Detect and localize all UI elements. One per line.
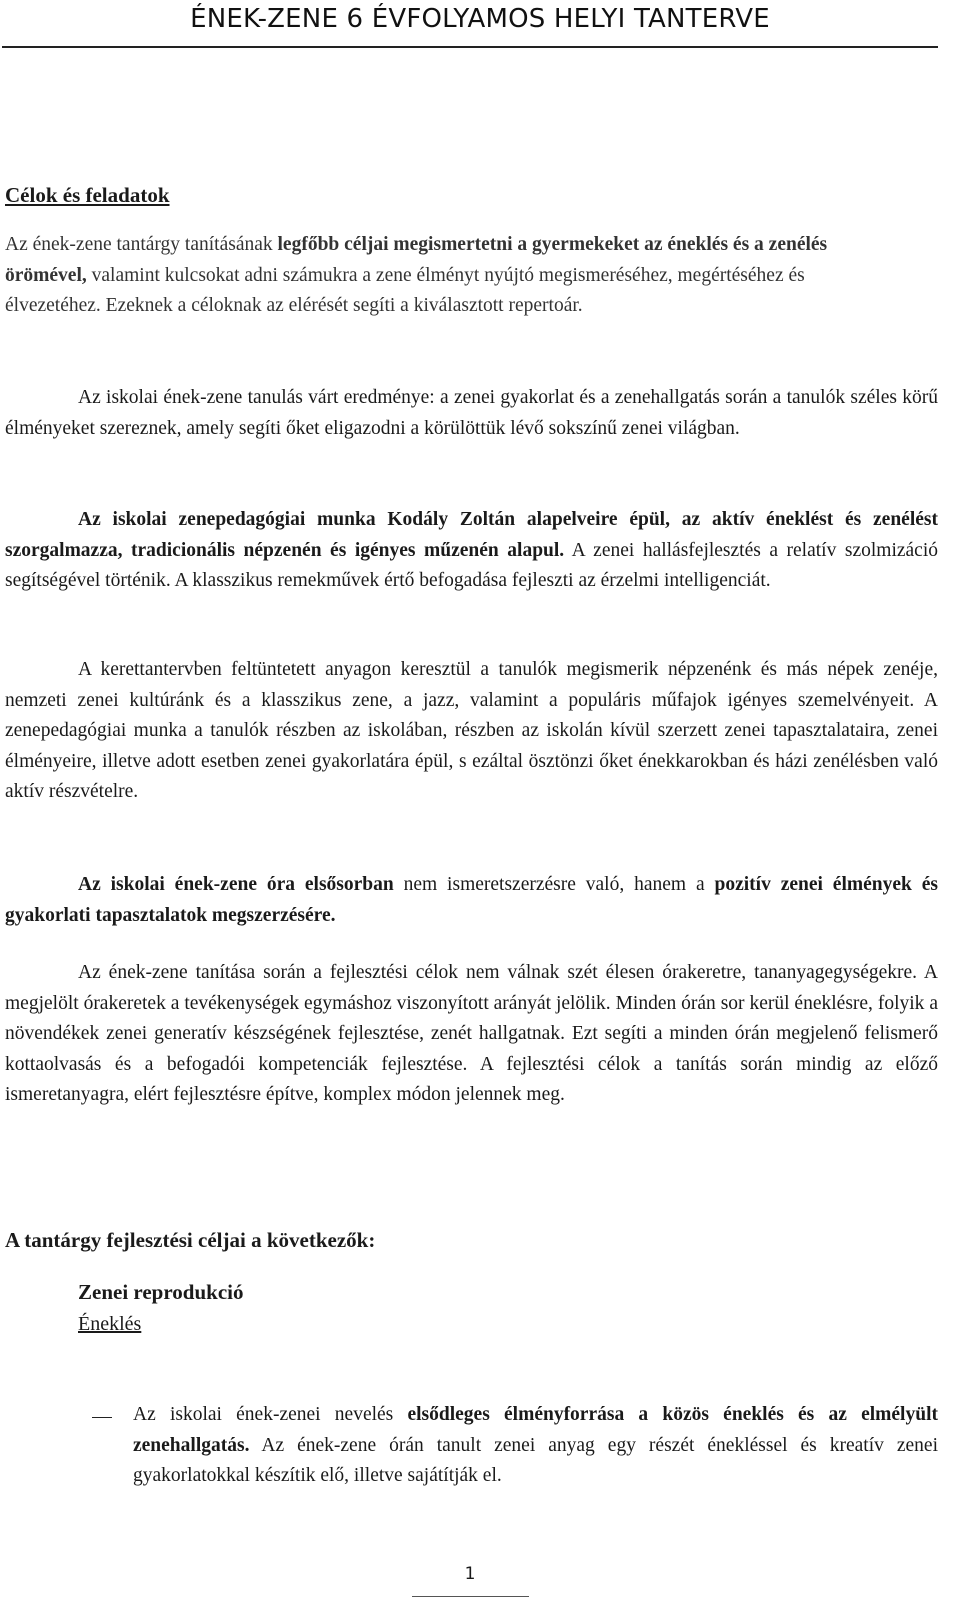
list-item-text-a: Az iskolai ének-zenei nevelés [133,1404,408,1425]
section-title: Célok és feladatok [5,183,170,207]
paragraph-lesson-purpose-emphasis-c: pozitív zenei élmények és gyakorlati tapasztalatok megszerzésére. [5,874,938,926]
paragraph-kodaly [5,505,938,597]
list-item-text [133,1400,938,1492]
goals-heading: A tantárgy fejlesztési céljai a következők: [5,1228,376,1252]
header-divider [2,46,938,48]
list-item [5,1400,938,1492]
paragraph-goals-emphasis: legfőbb céljai megismertetni a gyermekeket az éneklés és a zenélés örömével, [5,234,828,286]
paragraph-teaching: Az ének-zene tanítása során a fejlesztési célok nem válnak szét élesen órakeretre, tananyagegységekre. A megjelölt órakeretek a tevékenységek egymáshoz viszonyított arányát jelölik. Minden órán sor kerül éneklésre, folyik a növendékek zenei generatív készségének fejlesztése, zenét hallgatnak. Ezt segíti a minden órán megjelenő felismerő kottaolvasás és a befogadói kompetenciák fejlesztése. A fejlesztési célok a tanítás során mindig az előző ismeretanyagra, elért fejlesztésre építve, komplex módon jelennek meg. [5,962,938,1106]
paragraph-kodaly-text: A zenei hallásfejlesztés a relatív szolmizáció segítségével történik. A klasszikus remekművek értő befogadása fejleszti az érzelmi intelligenciát. [5,539,938,592]
footer-divider [412,1596,529,1597]
goals-subsubheading: Éneklés [78,1313,142,1335]
paragraph-lesson-purpose-text: nem ismeretszerzésre való, hanem a [393,874,715,895]
page-number: 1 [464,1564,476,1584]
paragraph-goals-text-c: valamint kulcsokat adni számukra a zene élményt nyújtó megismeréséhez, megértéséhez és élvezetéhez. Ezeknek a céloknak az elérését segíti a kiválasztott repertoár. [5,264,805,317]
paragraph-expected-result: Az iskolai ének-zene tanulás várt eredménye: a zenei gyakorlat és a zenehallgatás során a tanulók széles körű élményeket szereznek, amely segíti őket eligazodni a körülöttük lévő sokszínű zenei világban. [5,387,938,439]
paragraph-kodaly-emphasis: Az iskolai zenepedagógiai munka Kodály Zoltán alapelveire épül, az aktív éneklést és zenélést szorgalmazza, tradicionális népzenén és igényes műzenén alapul. [5,509,938,561]
document-header-title: ÉNEK-ZENE 6 ÉVFOLYAMOS HELYI TANTERVE [190,4,770,34]
goals-subheading: Zenei reprodukció [78,1280,244,1304]
dash-bullet-icon [92,1417,112,1418]
list-item-text-c: Az ének-zene órán tanult zenei anyag egy részét énekléssel és kreatív zenei gyakorlatokkal készítik elő, illetve sajátítják el. [133,1434,938,1487]
paragraph-curriculum: A kerettantervben feltüntetett anyagon keresztül a tanulók megismerik népzenénk és más népek zenéje, nemzeti zenei kultúránk és a klasszikus zene, a jazz, valamint a populáris műfajok igényes szemelvényeit. A zenepedagógiai munka a tanulók részben az iskolában, részben az iskolán kívül szerzett zenei tapasztalataira, zenei élményeire, illetve adott esetben zenei gyakorlatára épül, s ezáltal ösztönzi őket énekkarokban és házi zenélésben való aktív részvételre. [5,659,938,803]
paragraph-lesson-purpose-emphasis-a: Az iskolai ének-zene óra elsősorban [78,874,394,895]
paragraph-lesson-purpose [5,870,938,931]
paragraph-goals [5,230,885,322]
paragraph-goals-text-a: Az ének-zene tantárgy tanításának [5,234,278,255]
list-item-emphasis: elsődleges élményforrása a közös éneklés és az elmélyült zenehallgatás. [133,1404,938,1456]
